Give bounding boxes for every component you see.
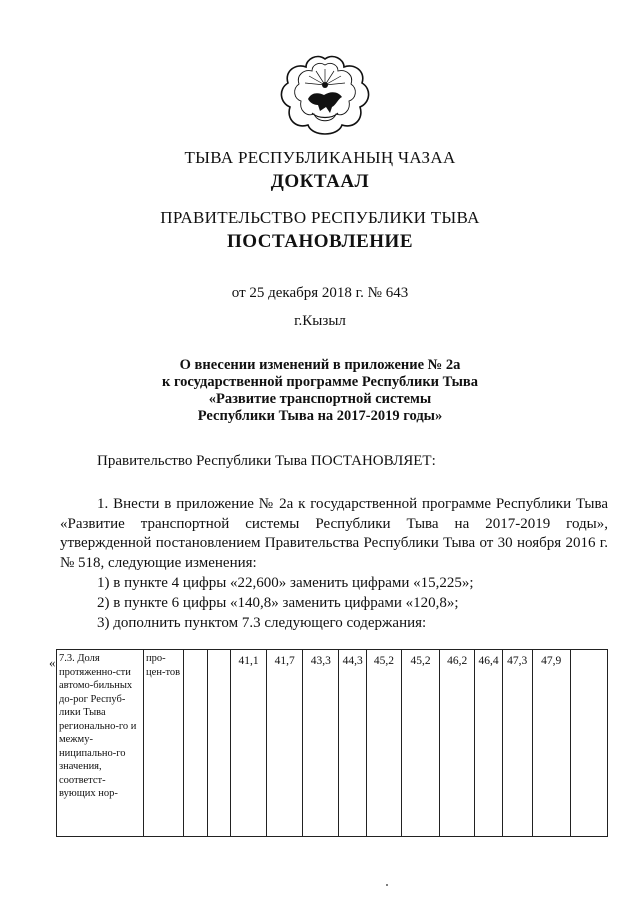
tuvan-doc-type: ДОКТААЛ	[270, 171, 370, 192]
russian-doc-type: ПОСТАНОВЛЕНИЕ	[226, 231, 414, 252]
value-cell: 46,2	[440, 650, 475, 837]
value-cell	[570, 650, 607, 837]
table-open-quote: «	[49, 655, 56, 670]
scan-speck	[386, 884, 388, 886]
value-cell: 47,9	[532, 650, 570, 837]
document-date-number: от 25 декабря 2018 г. № 643	[231, 285, 409, 301]
title-line: к государственной программе Республики Тыва	[161, 374, 479, 390]
value-cell: 41,7	[267, 650, 303, 837]
resolution-intro: Правительство Республики Тыва ПОСТАНОВЛЯЕТ:	[97, 453, 436, 469]
change-item-3: 3) дополнить пунктом 7.3 следующего содержания:	[97, 615, 427, 631]
tuvan-government-heading: ТЫВА РЕСПУБЛИКАНЫҢ ЧАЗАА	[184, 148, 456, 167]
resolution-point-1	[60, 495, 608, 573]
indicator-table	[56, 649, 608, 837]
russian-government-heading: ПРАВИТЕЛЬСТВО РЕСПУБЛИКИ ТЫВА	[160, 208, 480, 227]
document-city: г.Кызыл	[294, 313, 346, 329]
value-cell	[207, 650, 230, 837]
title-line: Республики Тыва на 2017-2019 годы»	[197, 408, 443, 424]
value-cell: 47,3	[502, 650, 532, 837]
indicator-name-cell: 7.3. Доля протяженно-сти автомо-бильных до-рог Респуб-лики Тыва регионально-го и межму-ниципально-го значения, соответст-вующих нор-	[57, 650, 144, 837]
title-line: «Развитие транспортной системы	[208, 391, 432, 407]
title-line: О внесении изменений в приложение № 2а	[179, 357, 461, 373]
value-cell: 41,1	[231, 650, 267, 837]
value-cell	[184, 650, 207, 837]
table-row	[57, 650, 608, 837]
value-cell: 44,3	[339, 650, 367, 837]
tuva-emblem-icon	[278, 55, 372, 141]
resolution-point-1-text: 1. Внести в приложение № 2а к государственной программе Республики Тыва «Развитие транспортной системы Республики Тыва на 2017-2019 годы», утвержденной постановлением Правительства Республики Тыва от 30 ноября 2016 г. № 518, следующие изменения:	[60, 496, 608, 571]
change-item-2: 2) в пункте 6 цифры «140,8» заменить цифрами «120,8»;	[97, 595, 459, 611]
value-cell: 45,2	[401, 650, 439, 837]
unit-cell: про-цен-тов	[144, 650, 184, 837]
value-cell: 46,4	[475, 650, 503, 837]
value-cell: 43,3	[303, 650, 339, 837]
document-title	[0, 357, 640, 425]
value-cell: 45,2	[366, 650, 401, 837]
change-item-1: 1) в пункте 4 цифры «22,600» заменить цифрами «15,225»;	[97, 575, 474, 591]
